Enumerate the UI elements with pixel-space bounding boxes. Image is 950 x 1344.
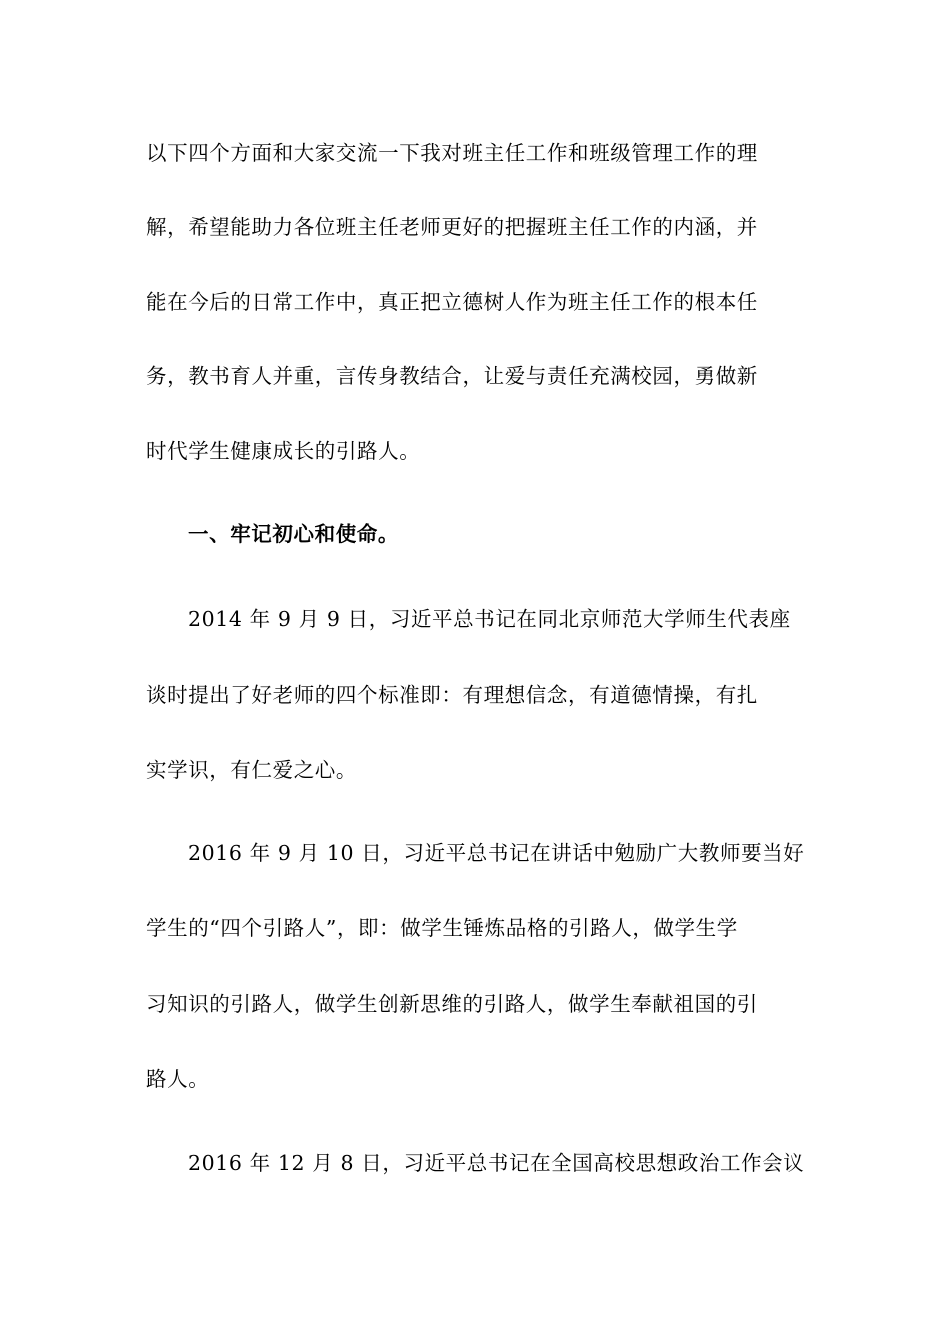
paragraph-3-line-3: 习知识的引路人，做学生创新思维的引路人，做学生奉献祖国的引 xyxy=(146,992,758,1016)
paragraph-4-line-1: 2016 年 12 月 8 日，习近平总书记在全国高校思想政治工作会议 xyxy=(188,1151,805,1175)
paragraph-1-line-1: 以下四个方面和大家交流一下我对班主任工作和班级管理工作的理 xyxy=(146,141,758,165)
paragraph-2-line-2: 谈时提出了好老师的四个标准即：有理想信念，有道德情操，有扎 xyxy=(146,683,758,707)
paragraph-3-line-4: 路人。 xyxy=(146,1067,210,1091)
section-heading: 一、牢记初心和使命。 xyxy=(188,522,399,546)
paragraph-1-line-4: 务，教书育人并重，言传身教结合，让爱与责任充满校园，勇做新 xyxy=(146,364,758,388)
paragraph-1-line-3: 能在今后的日常工作中，真正把立德树人作为班主任工作的根本任 xyxy=(146,290,758,314)
paragraph-1-line-5: 时代学生健康成长的引路人。 xyxy=(146,439,421,463)
paragraph-3-line-2: 学生的“四个引路人”，即：做学生锤炼品格的引路人，做学生学 xyxy=(146,916,738,940)
paragraph-2-line-1: 2014 年 9 月 9 日，习近平总书记在同北京师范大学师生代表座 xyxy=(188,607,791,631)
paragraph-1-line-2: 解，希望能助力各位班主任老师更好的把握班主任工作的内涵，并 xyxy=(146,215,758,239)
paragraph-3-line-1: 2016 年 9 月 10 日，习近平总书记在讲话中勉励广大教师要当好 xyxy=(188,841,805,865)
paragraph-2-line-3: 实学识，有仁爱之心。 xyxy=(146,758,357,782)
